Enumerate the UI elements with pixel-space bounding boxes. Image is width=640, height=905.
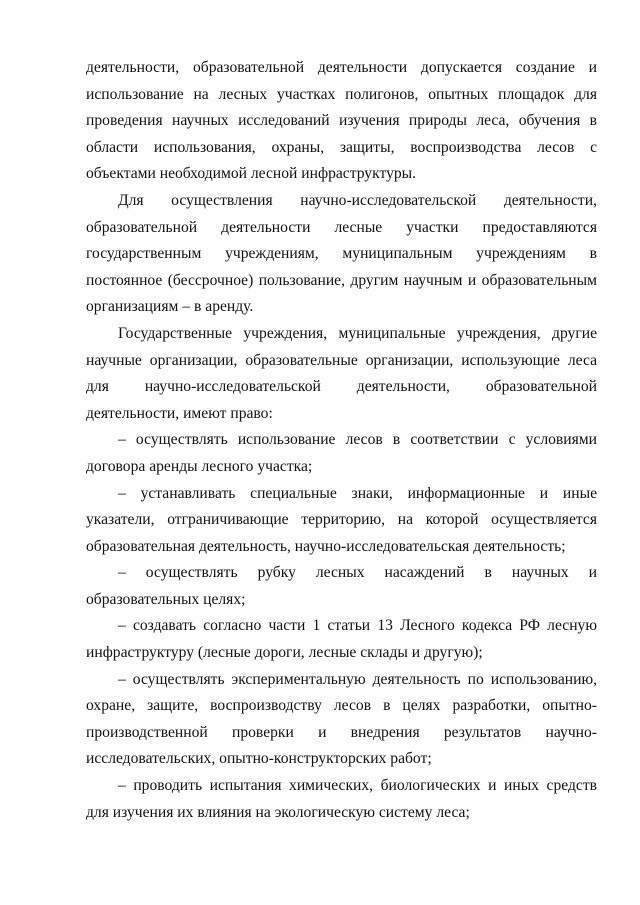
list-item-felling: – осуществлять рубку лесных насаждений в научных и образовательных целях;: [86, 564, 597, 608]
list-item-infrastructure: – создавать согласно части 1 статьи 13 Лесного кодекса РФ лесную инфраструктуру (лесные дороги, лесные склады и другую);: [86, 617, 597, 662]
list-item-testing: – проводить испытания химических, биологических и иных средств для изучения их влияния на экологическую систему леса;: [86, 777, 597, 821]
paragraph-continuation: деятельности, образовательной деятельности допускается создание и использование на лесных участках полигонов, опытных площадок для проведения научных исследований изучения природы леса, обучения в области использования, охраны, защиты, воспроизводства лесов с объектами необходимой лесной инфраструктуры.: [86, 59, 597, 183]
paragraph-rights-intro: Государственные учреждения, муниципальные учреждения, другие научные организации, образовательные организации, использующие леса для научно-исследовательской деятельности, образовательной деятельности, имеют право:: [86, 324, 597, 422]
paragraph-land-provision: Для осуществления научно-исследовательской деятельности, образовательной деятельности лесные участки предоставляются государственным учреждениям, муниципальным учреждениям в постоянное (бессрочное) пользование, другим научным и образовательным организациям – в аренду.: [86, 191, 597, 316]
list-item-experimental: – осуществлять экспериментальную деятельность по использованию, охране, защите, воспроизводству лесов в целях разработки, опытно-производственной проверки и внедрения результатов научно-исследовательских, опытно-конструкторских работ;: [86, 670, 597, 768]
list-item-signs: – устанавливать специальные знаки, информационные и иные указатели, отграничивающие территорию, на которой осуществляется образовательная деятельность, научно-исследовательская деятельность;: [86, 484, 597, 555]
list-item-forest-use: – осуществлять использование лесов в соответствии с условиями договора аренды лесного участка;: [86, 431, 597, 475]
